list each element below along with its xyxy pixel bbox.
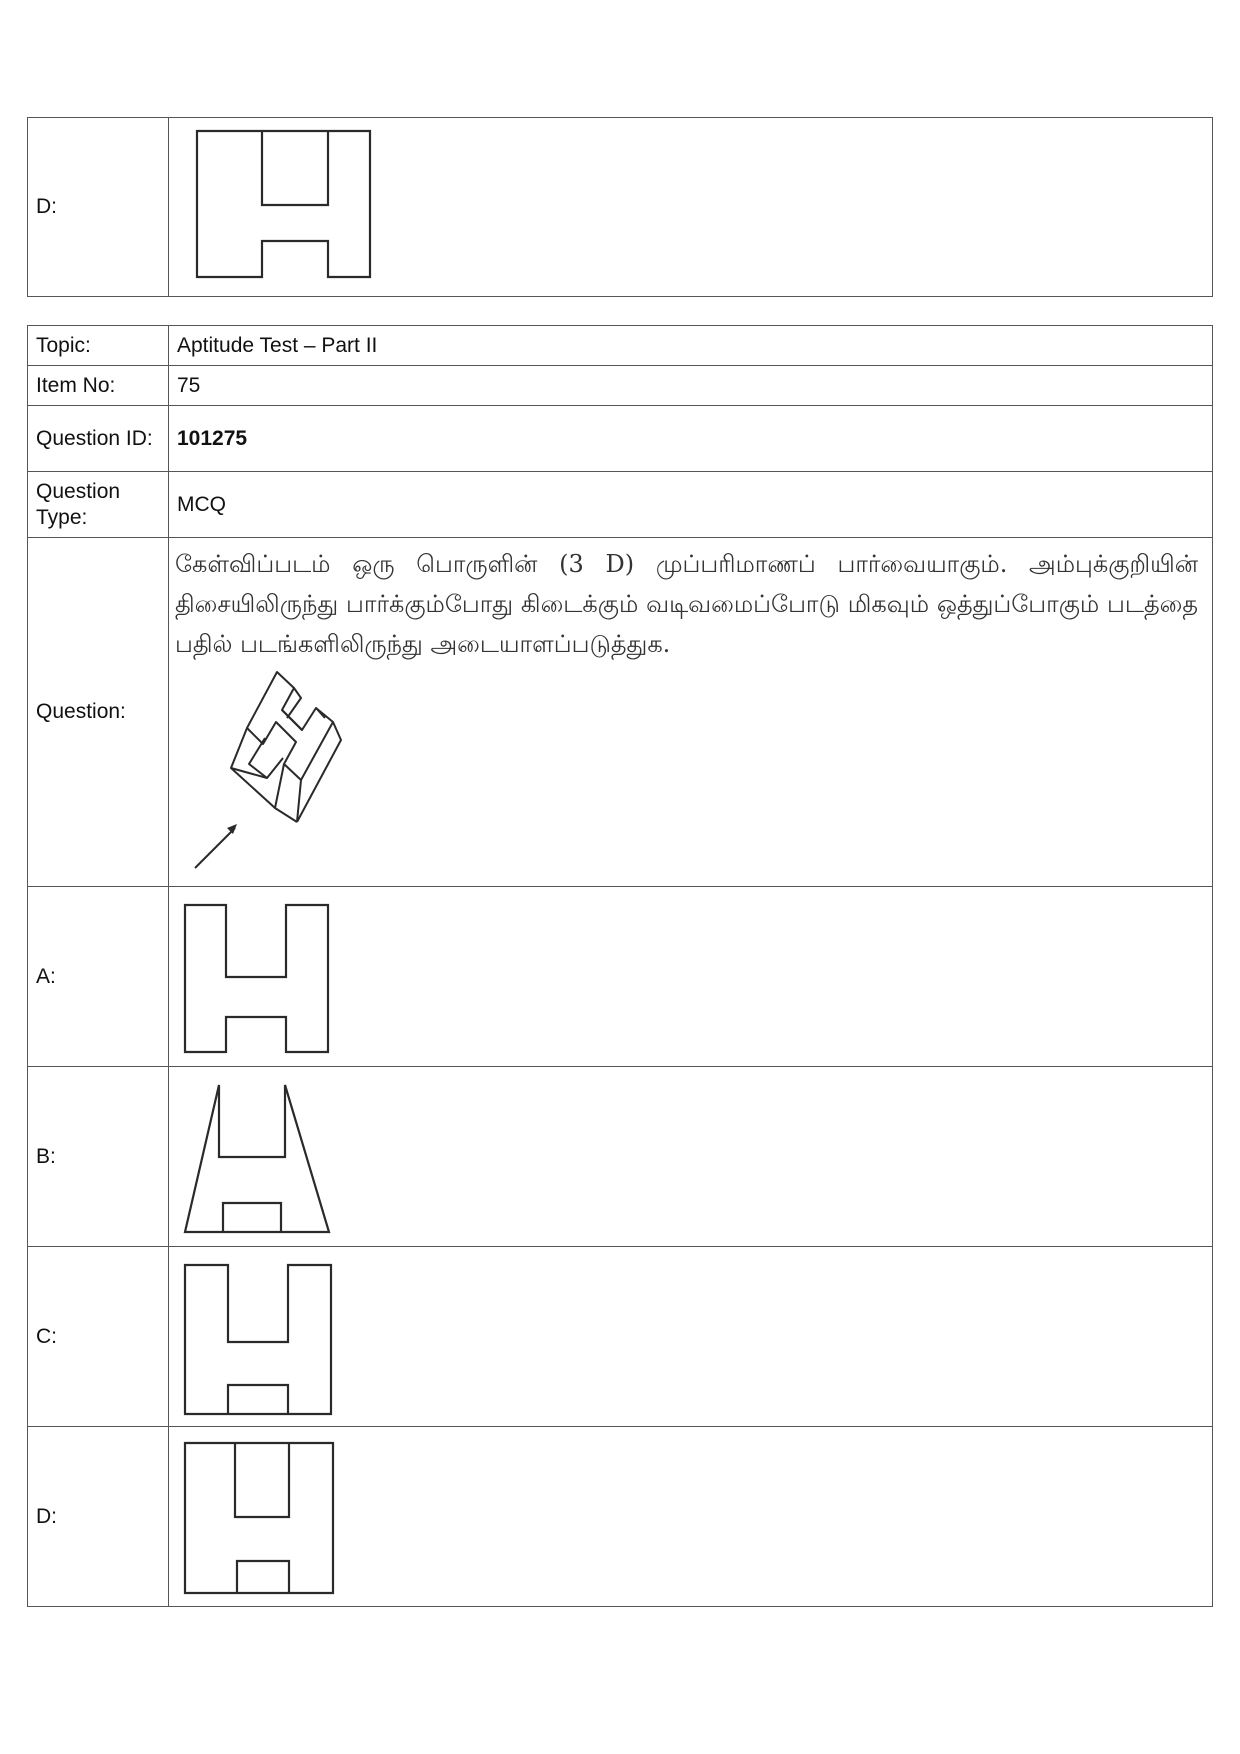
option-row-d bbox=[28, 1427, 1213, 1607]
topic-row bbox=[28, 326, 1213, 366]
question-id-value: 101275 bbox=[169, 406, 1213, 472]
option-c-label: C: bbox=[28, 1247, 169, 1427]
option-figure bbox=[169, 118, 1213, 297]
option-a-label: A: bbox=[28, 887, 169, 1067]
question-type-label: Question Type: bbox=[28, 472, 169, 538]
topic-label: Topic: bbox=[28, 326, 169, 366]
question-text: கேள்விப்படம் ஒரு பொருளின் (3 D) முப்பரிமாணப் பார்வையாகும். அம்புக்குறியின் திசையிலிருந்து பார்க்கும்போது கிடைக்கும் வடிவமைப்போடு மிகவும் ஒத்துப்போகும் படத்தை பதில் படங்களிலிருந்து அடையாளப்படுத்துக. bbox=[175, 550, 1198, 658]
question-row bbox=[28, 538, 1213, 887]
option-row-c bbox=[28, 1247, 1213, 1427]
option-row-b bbox=[28, 1067, 1213, 1247]
option-row-a bbox=[28, 887, 1213, 1067]
option-c-figure[interactable] bbox=[169, 1247, 1213, 1427]
question-type-value: MCQ bbox=[169, 472, 1213, 538]
option-a-figure[interactable] bbox=[169, 887, 1213, 1067]
item-no-row bbox=[28, 366, 1213, 406]
h-shape-c-icon bbox=[183, 1257, 343, 1417]
question-id-row bbox=[28, 406, 1213, 472]
option-b-figure[interactable] bbox=[169, 1067, 1213, 1247]
option-d-figure[interactable] bbox=[169, 1427, 1213, 1607]
question-label: Question: bbox=[28, 538, 169, 887]
option-label: D: bbox=[28, 118, 169, 297]
question-type-row bbox=[28, 472, 1213, 538]
h-shape-a-icon bbox=[183, 897, 343, 1057]
question-table bbox=[27, 325, 1213, 1607]
trapezoid-shape-b-icon bbox=[183, 1077, 343, 1237]
isometric-object-figure bbox=[179, 668, 359, 883]
question-cell bbox=[169, 538, 1213, 887]
previous-item-table bbox=[27, 117, 1213, 297]
item-no-label: Item No: bbox=[28, 366, 169, 406]
h-shape-d-icon bbox=[183, 1437, 348, 1597]
option-d-label: D: bbox=[28, 1427, 169, 1607]
option-b-label: B: bbox=[28, 1067, 169, 1247]
h-shape-figure bbox=[183, 127, 383, 287]
topic-value: Aptitude Test – Part II bbox=[169, 326, 1213, 366]
item-no-value: 75 bbox=[169, 366, 1213, 406]
question-id-label: Question ID: bbox=[28, 406, 169, 472]
